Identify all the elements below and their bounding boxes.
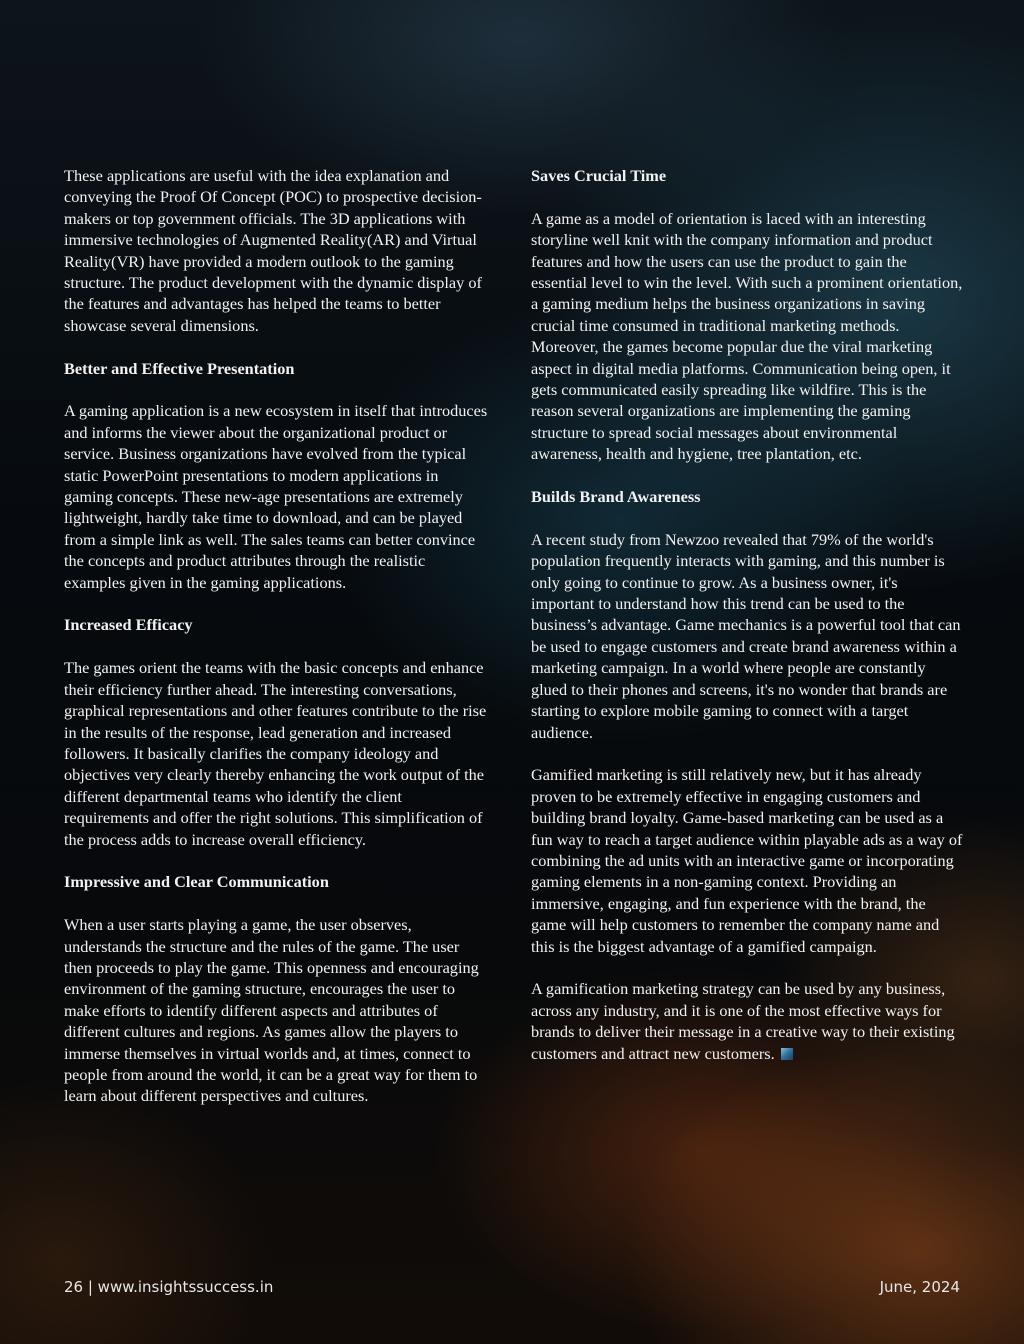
heading-saves-time: Saves Crucial Time (531, 166, 667, 185)
closing-text: A gamification marketing strategy can be used by any business, across any industry, and it is one of the most effective ways for brands to deliver their message in a creative way to their existing customers and attract new customers. (531, 979, 955, 1063)
right-column (531, 165, 963, 1085)
page-footer (64, 1278, 960, 1296)
footer-date: June, 2024 (879, 1278, 960, 1296)
paragraph-better-presentation: A gaming application is a new ecosystem in itself that introduces and informs the viewer about the organizational product or service. Business organizations have evolved from the typical static PowerPoint presentations to modern applications in gaming concepts. These new-age presentations are extremely lightweight, hardly take time to download, and can be played from a simple link as well. The sales teams can better convince the concepts and product attributes through the realistic examples given in the gaming applications. (64, 401, 488, 592)
heading-brand-awareness: Builds Brand Awareness (531, 487, 701, 507)
intro-paragraph: These applications are useful with the idea explanation and conveying the Proof Of Concept (POC) to prospective decision-makers or top government officials. The 3D applications with immersive technologies of Augmented Reality(AR) and Virtual Reality(VR) have provided a modern outlook to the gaming structure. The product development with the dynamic display of the features and advantages has helped the teams to better showcase several dimensions. (64, 166, 482, 335)
paragraph-saves-time: A game as a model of orientation is laced with an interesting storyline well knit with the company information and product features and how the users can use the product to gain the essential level to win the level. With such a prominent orientation, a gaming medium helps the business organizations in saving crucial time consumed in traditional marketing methods. Moreover, the games become popular due the viral marketing aspect in digital media platforms. Communication being open, it gets communicated easily spreading like wildfire. This is the reason several organizations are implementing the gaming structure to spread social messages about environmental awareness, health and hygiene, tree plantation, etc. (531, 208, 963, 464)
heading-better-presentation: Better and Effective Presentation (64, 358, 295, 378)
paragraph-gamification-strategy (531, 978, 963, 1064)
end-of-article-icon (781, 1048, 793, 1060)
paragraph-clear-communication: When a user starts playing a game, the user observes, understands the structure and the rules of the game. The user then proceeds to play the game. This openness and encouraging environment of the gaming structure, encourages the user to make efforts to identify different aspects and attributes of different cultures and regions. As games allow the players to immerse themselves in virtual worlds and, at times, connect to people from around the world, it can be a great way for them to learn about different perspectives and cultures. (64, 915, 479, 1106)
footer-page-info: 26 | www.insightssuccess.in (64, 1278, 274, 1296)
heading-clear-communication: Impressive and Clear Communication (64, 872, 329, 892)
paragraph-gamified-marketing: Gamified marketing is still relatively new, but it has already proven to be extremely effective in engaging customers and building brand loyalty. Game-based marketing can be used as a fun way to reach a target audience within playable ads as a way of combining the ad units with an interactive game or incorporating gaming elements in a non-gaming context. Providing an immersive, engaging, and fun experience with the brand, the game will help customers to remember the company name and this is the biggest advantage of a gamified campaign. (531, 765, 963, 956)
left-column (64, 165, 490, 1128)
paragraph-brand-awareness: A recent study from Newzoo revealed that 79% of the world's population frequently interacts with gaming, and this number is only going to continue to grow. As a business owner, it's important to understand how this trend can be used to the business’s advantage. Game mechanics is a powerful tool that can be used to engage customers and create brand awareness within a marketing campaign. In a world where people are constantly glued to their phones and screens, it's no wonder that brands are starting to explore mobile gaming to connect with a target audience. (531, 529, 961, 742)
paragraph-increased-efficacy: The games orient the teams with the basic concepts and enhance their efficiency further ahead. The interesting conversations, graphical representations and other features contribute to the rise in the results of the response, lead generation and increased followers. It basically clarifies the company ideology and objectives very clearly thereby enhancing the work output of the different departmental teams who identify the client requirements and offer the right solutions. This simplification of the process adds to increase overall efficiency. (64, 658, 487, 849)
heading-increased-efficacy: Increased Efficacy (64, 615, 193, 635)
